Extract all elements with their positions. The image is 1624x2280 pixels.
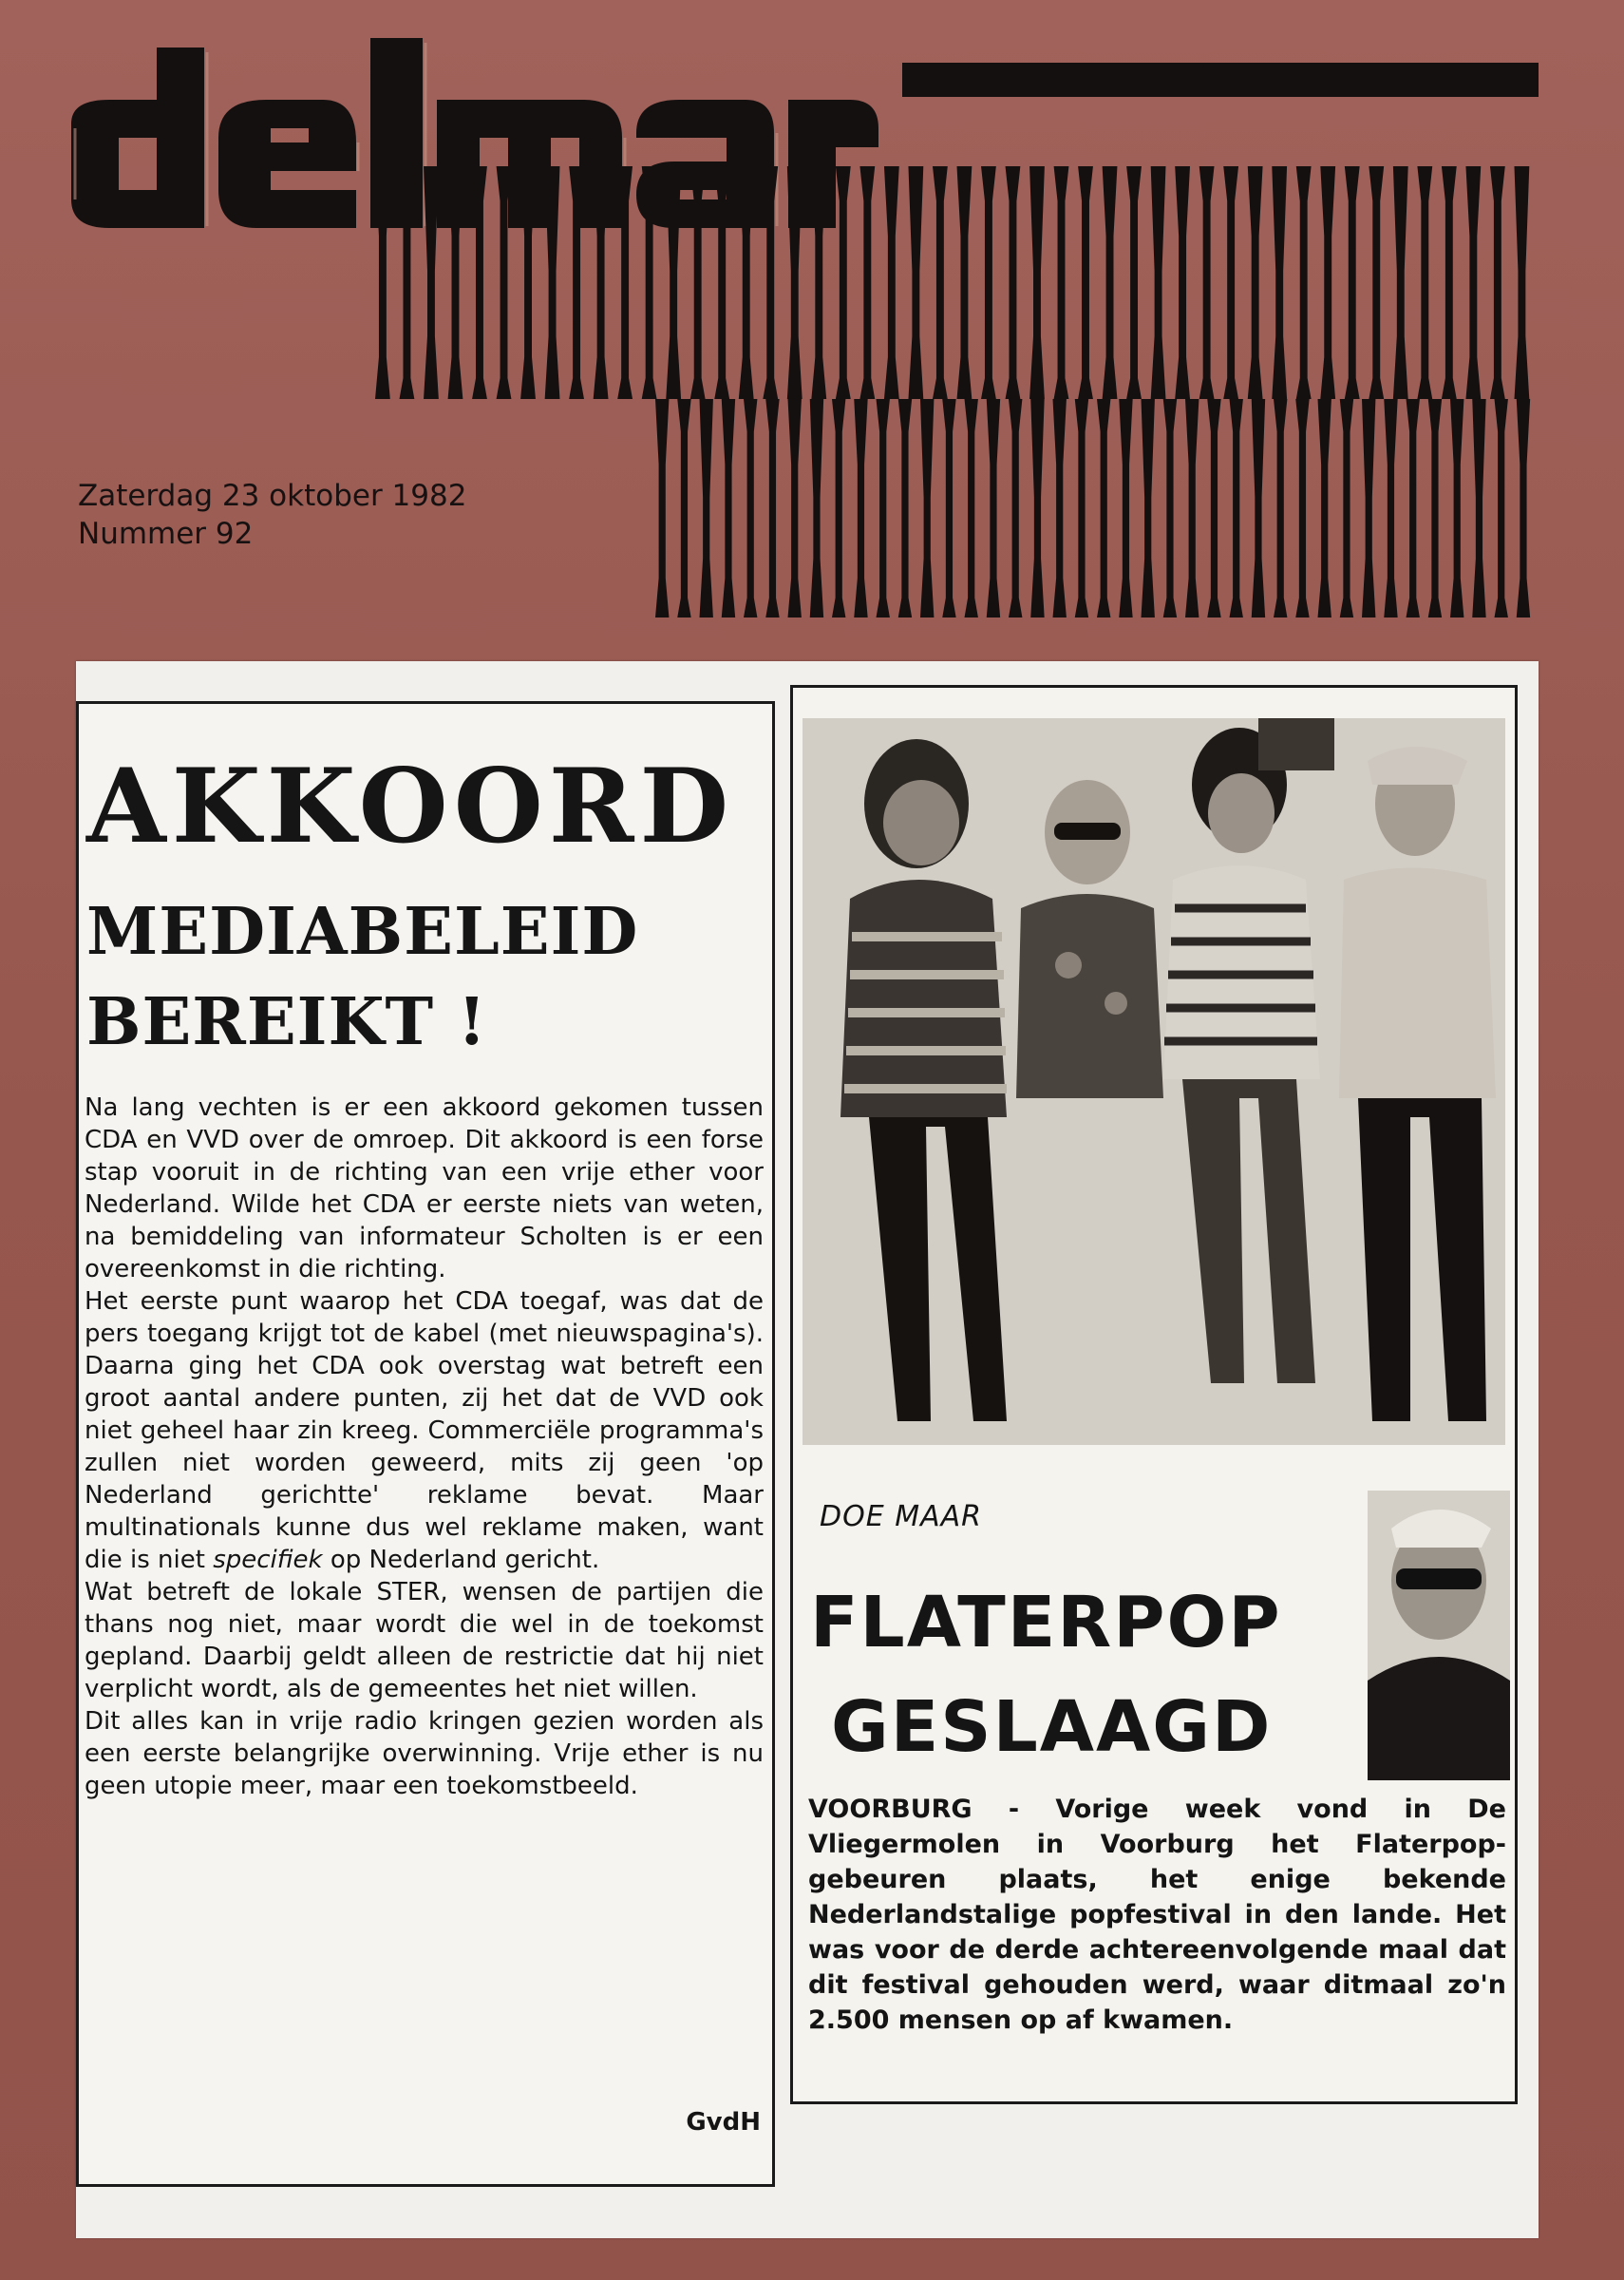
inset-photo bbox=[1368, 1491, 1510, 1780]
article-headline-2: MEDIABELEID bbox=[86, 894, 639, 970]
flaterpop-body: VOORBURG - Vorige week vond in De Vliegermolen in Voorburg het Flaterpop-gebeuren plaats, het enige bekende Nederlandstalige popfestival in den lande. Het was voor de derde achtereenvolgende maal dat dit festival gehouden werd, waar ditmaal zo'n 2.500 mensen op af kwamen. bbox=[808, 1795, 1506, 2035]
paragraph-2-end: op Nederland gericht. bbox=[330, 1546, 600, 1574]
article-headline-3: BEREIKT ! bbox=[86, 984, 487, 1060]
rubriek-title-art bbox=[655, 399, 1539, 618]
flaterpop-article bbox=[790, 685, 1518, 2104]
article-body bbox=[85, 1092, 764, 1802]
band-photo bbox=[803, 718, 1505, 1445]
paragraph-3: Wat betreft de lokale STER, wensen de partijen die thans nog niet, maar wordt die wel in de toekomst gepland. Daarbij geldt alleen de restrictie dat hij niet verplicht wordt, als de gemeentes het niet willen. bbox=[85, 1578, 764, 1703]
masthead-bar bbox=[902, 63, 1539, 97]
emphasis-specifiek: specifiek bbox=[213, 1546, 323, 1574]
byline: GvdH bbox=[686, 2108, 761, 2137]
paragraph-4: Dit alles kan in vrije radio kringen gezien worden als een eerste belangrijke overwinning. Vrije ether is nu geen utopie meer, maar een toekomstbeeld. bbox=[85, 1707, 764, 1800]
paragraph-2-text: Het eerste punt waarop het CDA toegaf, was dat de pers toegang krijgt tot de kabel (met nieuwspagina's). Daarna ging het CDA ook overstag wat betreft een groot aantal andere punten, zij het dat de VVD ook niet geheel haar zin kreeg. Commerciële programma's zullen niet worden geweerd, mits zij geen 'op Nederland gerichtte' reklame bevat. Maar multinationals kunne dus wel reklame maken, want die is niet bbox=[85, 1287, 764, 1574]
issue-number: Nummer 92 bbox=[78, 517, 254, 551]
paragraph-2 bbox=[85, 1285, 764, 1576]
issue-date: Zaterdag 23 oktober 1982 bbox=[78, 479, 467, 513]
photo-caption: DOE MAAR bbox=[820, 1500, 982, 1533]
flaterpop-headline-2: GESLAAGD bbox=[831, 1686, 1273, 1768]
vrije-radio-title-art bbox=[375, 166, 1539, 399]
newspaper-clipping bbox=[76, 661, 1539, 2238]
article-headline-1: AKKOORD bbox=[86, 747, 735, 866]
flaterpop-headline-1: FLATERPOP bbox=[810, 1582, 1282, 1663]
paragraph-1: Na lang vechten is er een akkoord gekomen tussen CDA en VVD over de omroep. Dit akkoord is een forse stap vooruit in de richting van een vrije ether voor Nederland. Wilde het CDA er eerste niets van weten, na bemiddeling van informateur Scholten is er een overeenkomst in die richting. bbox=[85, 1093, 764, 1283]
mediabeleid-article bbox=[76, 701, 775, 2187]
